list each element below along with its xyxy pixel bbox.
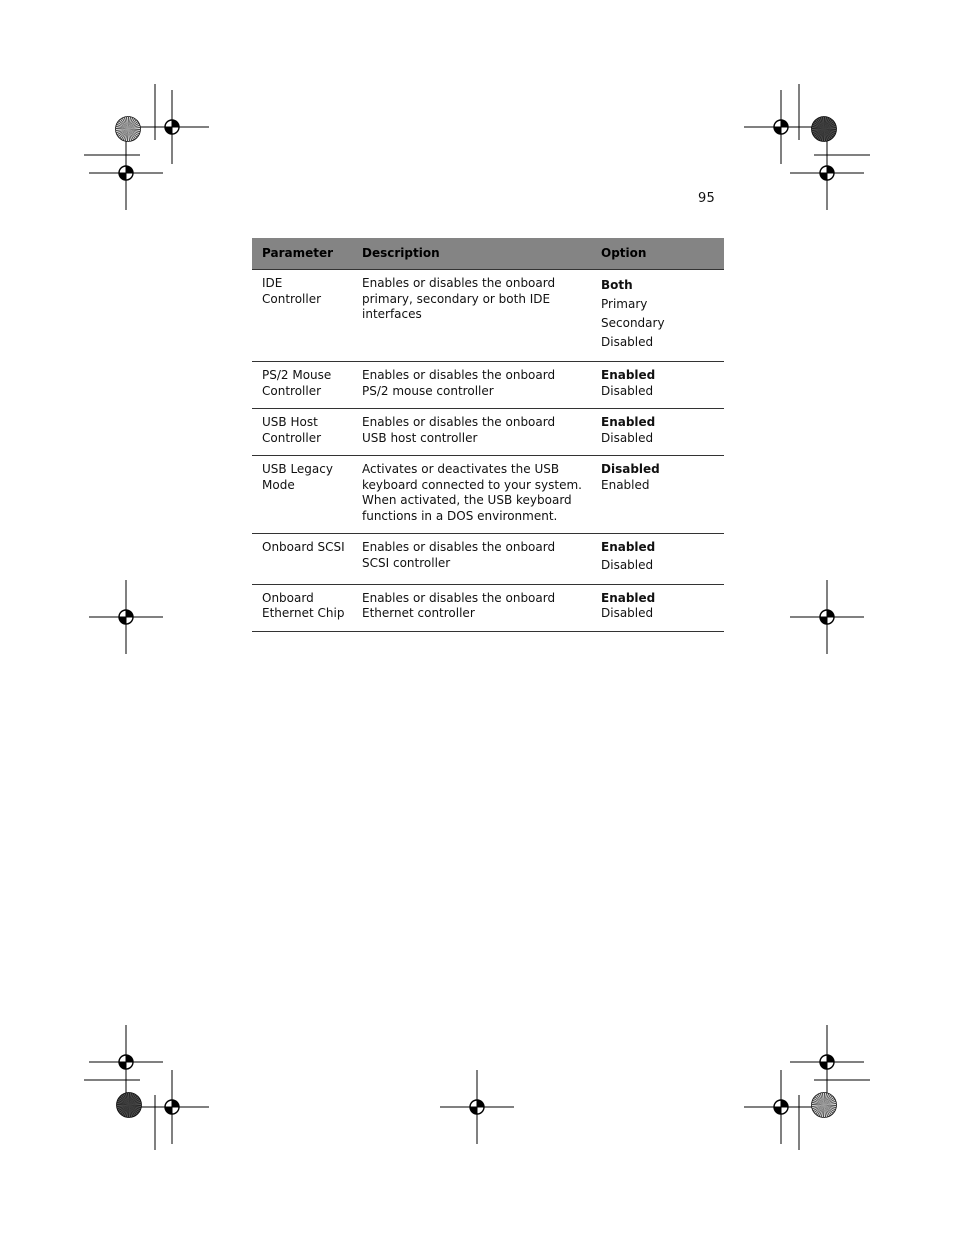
table-row — [252, 362, 724, 409]
table-row — [252, 534, 724, 585]
bios-parameter-table — [252, 238, 724, 632]
default-option: Both — [601, 278, 633, 292]
description-cell: Enables or disables the onboard PS/2 mouse controller — [352, 362, 591, 409]
option-cell — [591, 456, 724, 534]
option-value: Enabled — [601, 477, 650, 492]
header-description: Description — [352, 238, 591, 270]
option-value: Primary — [601, 297, 648, 311]
page-number: 95 — [698, 191, 715, 206]
default-option: Enabled — [601, 540, 656, 554]
parameter-cell: Onboard SCSI — [252, 534, 352, 585]
table-row — [252, 409, 724, 456]
starburst-mark — [812, 117, 837, 142]
starburst-mark — [812, 1093, 837, 1118]
default-option: Enabled — [601, 368, 656, 382]
parameter-cell: USB Legacy Mode — [252, 456, 352, 534]
description-cell: Enables or disables the onboard SCSI controller — [352, 534, 591, 585]
option-cell — [591, 362, 724, 409]
table-header-row — [252, 238, 724, 270]
option-cell — [591, 534, 724, 585]
header-option: Option — [591, 238, 724, 270]
option-cell — [591, 270, 724, 362]
description-cell: Enables or disables the onboard USB host controller — [352, 409, 591, 456]
parameter-cell: Onboard Ethernet Chip — [252, 584, 352, 631]
default-option: Enabled — [601, 590, 656, 605]
option-value: Disabled — [601, 383, 654, 398]
table-row — [252, 270, 724, 362]
option-value: Disabled — [601, 430, 654, 445]
option-value: Disabled — [601, 335, 654, 349]
parameter-cell: PS/2 Mouse Controller — [252, 362, 352, 409]
description-cell: Activates or deactivates the USB keyboard connected to your system. When activated, the USB keyboard functions in a DOS environment. — [352, 456, 591, 534]
default-option: Disabled — [601, 462, 660, 476]
table-row — [252, 456, 724, 534]
parameter-cell: IDE Controller — [252, 270, 352, 362]
option-value: Secondary — [601, 316, 665, 330]
starburst-mark — [116, 117, 141, 142]
option-value: Disabled — [601, 557, 654, 572]
parameter-cell: USB Host Controller — [252, 409, 352, 456]
description-cell: Enables or disables the onboard primary, secondary or both IDE interfaces — [352, 270, 591, 362]
option-cell — [591, 584, 724, 631]
option-value: Disabled — [601, 606, 654, 620]
starburst-mark — [117, 1093, 142, 1118]
option-cell — [591, 409, 724, 456]
description-cell: Enables or disables the onboard Ethernet controller — [352, 584, 591, 631]
table-row — [252, 584, 724, 631]
header-parameter: Parameter — [252, 238, 352, 270]
default-option: Enabled — [601, 415, 656, 429]
